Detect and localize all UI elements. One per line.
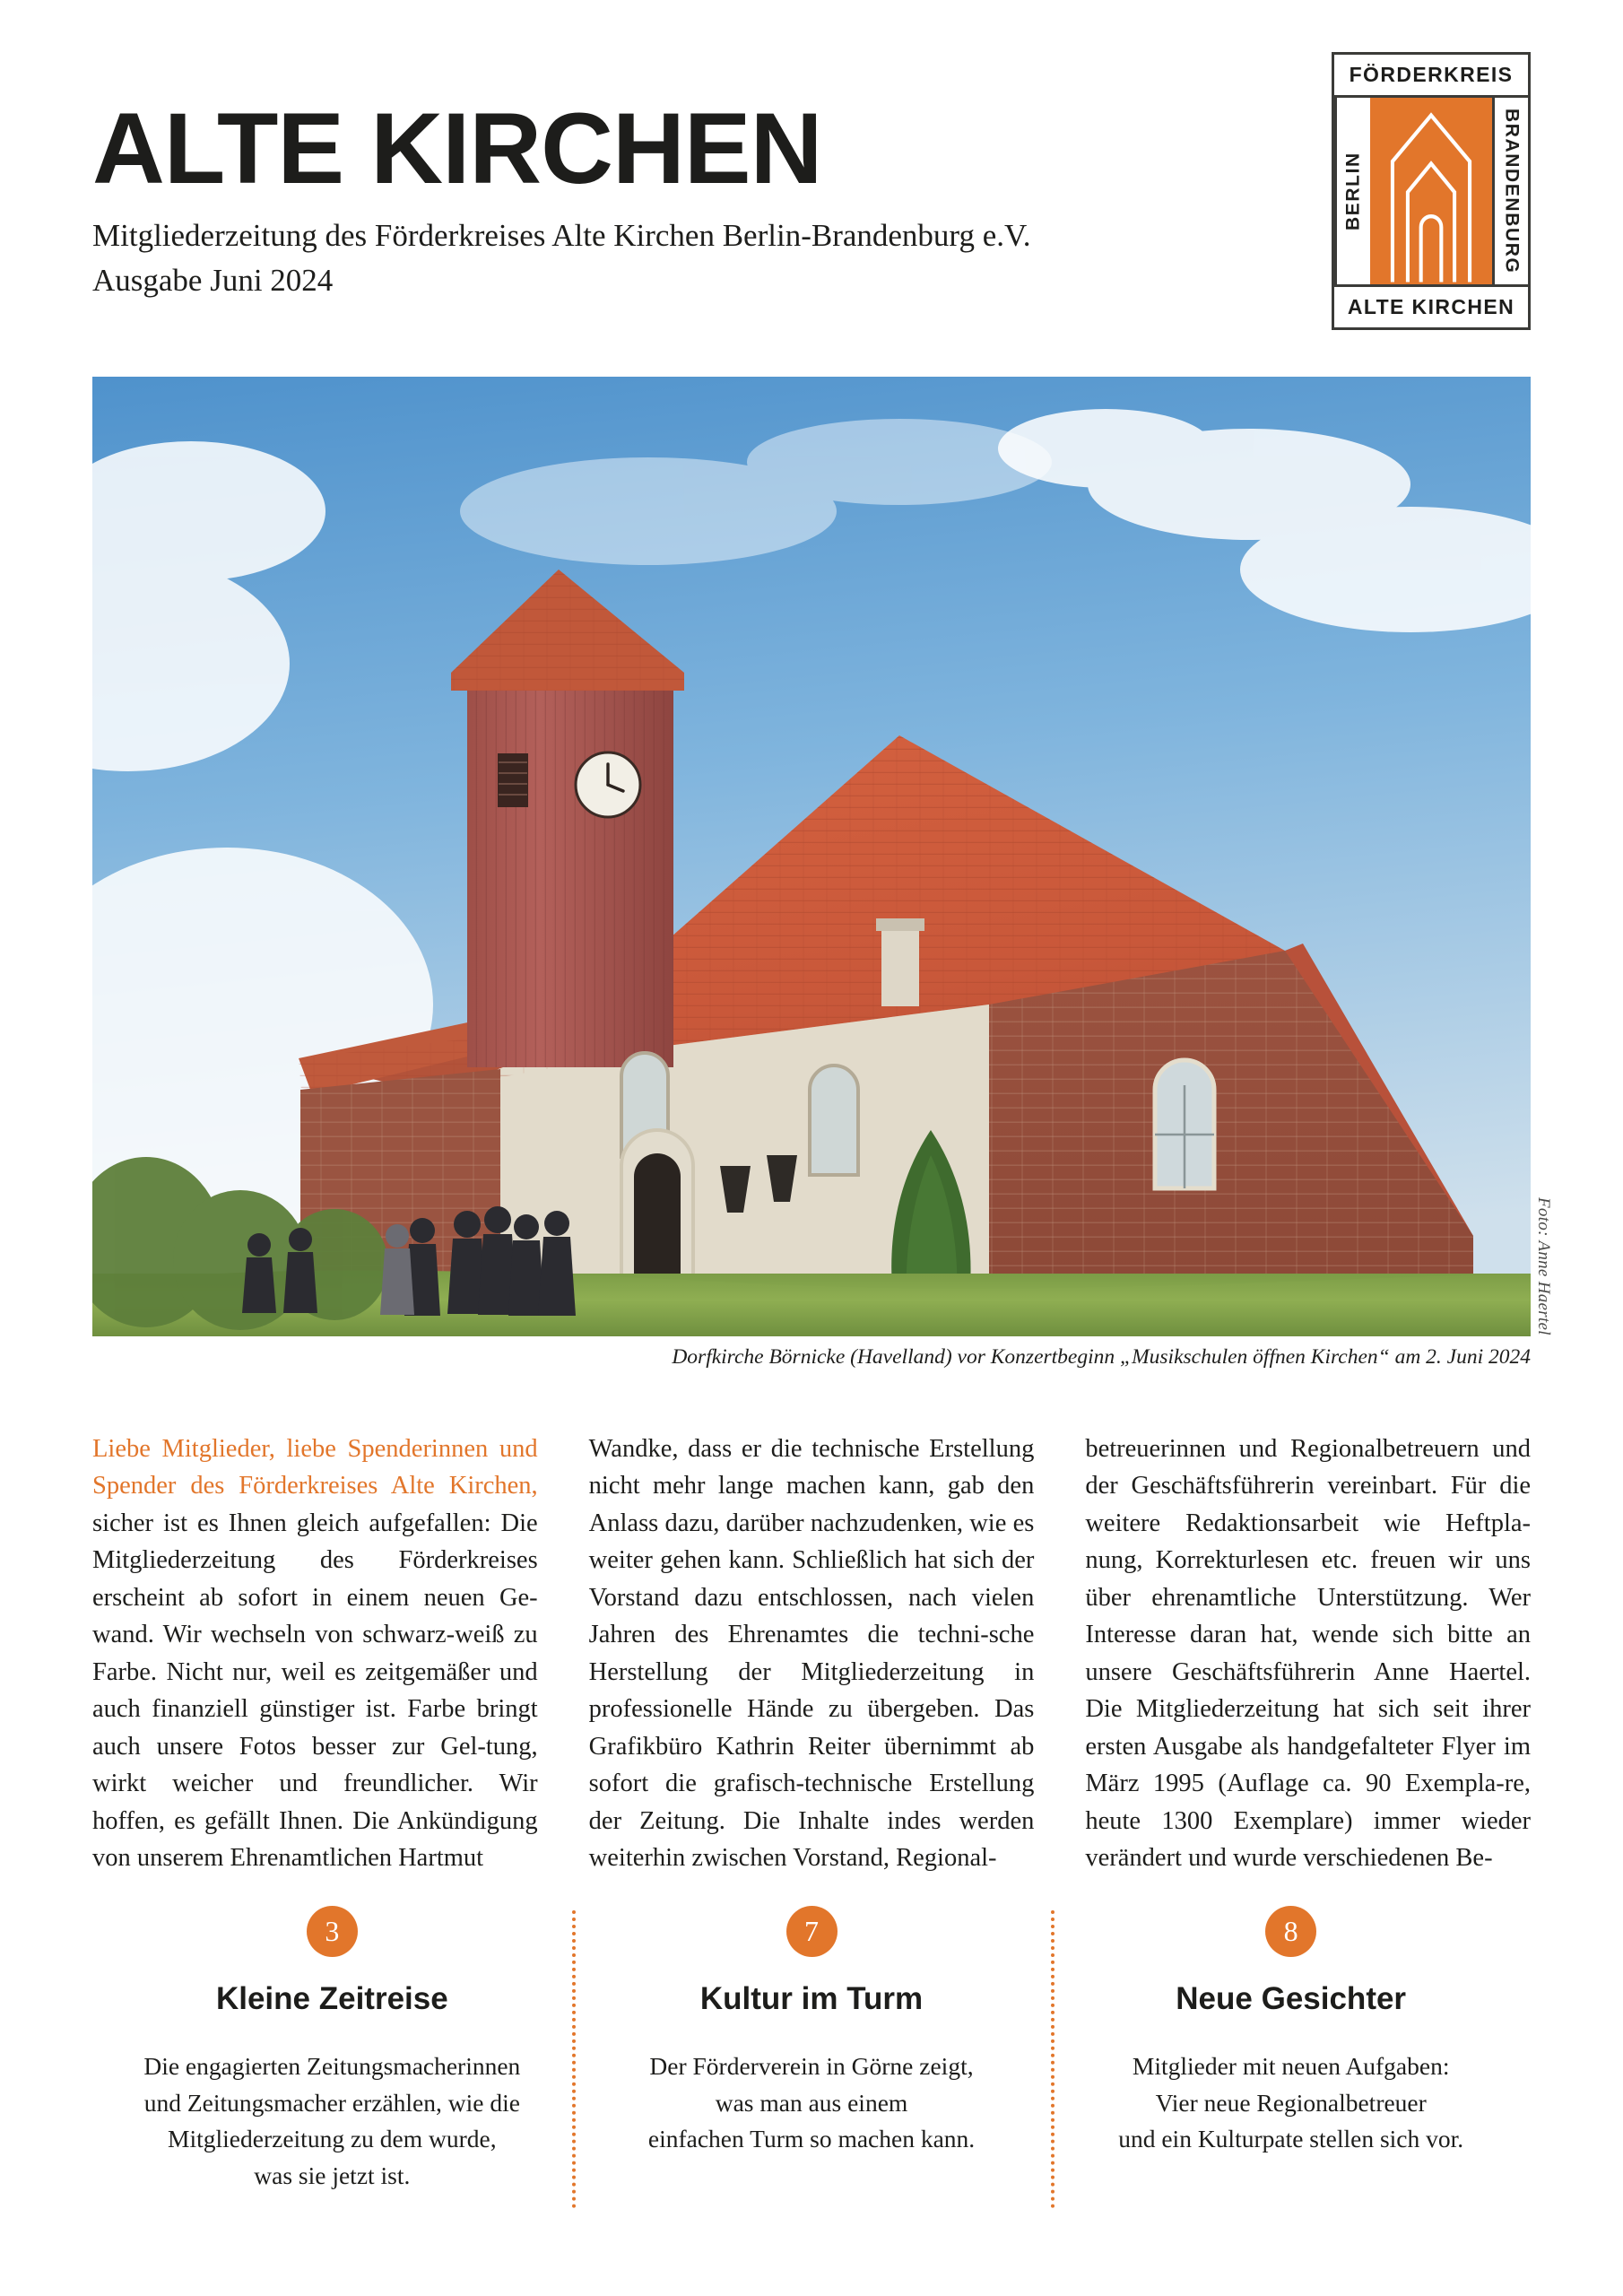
teaser-text xyxy=(599,2048,1025,2158)
teaser-neue-gesichter[interactable] xyxy=(1051,1906,1531,2195)
teaser-text-line: Mitglieder mit neuen Aufgaben: xyxy=(1132,2052,1450,2080)
logo-label-top: FÖRDERKREIS xyxy=(1334,55,1528,98)
teaser-page-badge: 7 xyxy=(786,1906,838,1957)
article-columns xyxy=(92,1431,1531,1876)
article-lead-in: Liebe Mitglieder, liebe Spenderinnen und Spender des Förderkreises Alte Kirchen, xyxy=(92,1435,538,1500)
hero-photo xyxy=(92,377,1531,1336)
teaser-text-line: und Zeitungsmacher erzählen, wie die xyxy=(143,2088,520,2117)
masthead-subtitle xyxy=(92,199,1204,302)
logo-label-berlin: BERLIN xyxy=(1334,98,1370,284)
teaser-text-line: was man aus einem xyxy=(715,2088,908,2117)
logo-label-brandenburg: BRANDENBURG xyxy=(1492,98,1528,284)
foerderkreis-logo xyxy=(1332,52,1531,330)
teaser-row xyxy=(92,1906,1531,2195)
teaser-text-line: einfachen Turm so machen kann. xyxy=(647,2125,976,2153)
article-column-1-body: sicher ist es Ihnen gleich aufgefallen: Die Mitgliederzeitung des Förderkreises erscheint ab sofort in einem neuen Ge-wand. Wir wechseln von schwarz-weiß zu Farbe. Nicht nur, weil es zeitgemäßer und auch finanziell günstiger ist. Farbe bringt auch unsere Fotos besser zur Gel-tung, wirkt weicher und freundlicher. Wir hoffen, es gefällt Ihnen. Die Ankündigung von unserem Ehrenamtlichen Hartmut xyxy=(92,1509,538,1872)
article-column-1 xyxy=(92,1431,538,1876)
teaser-kleine-zeitreise[interactable] xyxy=(92,1906,572,2195)
teaser-text xyxy=(1078,2048,1504,2158)
page-title: ALTE KIRCHEN xyxy=(92,92,822,204)
teaser-text-line: Vier neue Regionalbetreuer xyxy=(1155,2088,1427,2117)
article-column-2: Wandke, dass er die technische Erstellung nicht mehr lange machen kann, gab den Anlass dazu, darüber nachzudenken, wie es weiter gehen kann. Schließlich hat sich der Vorstand dazu entschlossen, nach vielen Jahren des Ehrenamtes die techni-sche Herstellung der Mitgliederzeitung in professionelle Hände zu übergeben. Das Grafikbüro Kathrin Reiter übernimmt ab sofort die grafisch-technische Erstellung der Zeitung. Die Inhalte indes werden weiterhin zwischen Vorstand, Regional- xyxy=(588,1435,1035,1872)
masthead-text-block xyxy=(92,52,1204,302)
photo-caption: Dorfkirche Börnicke (Havelland) vor Konzertbeginn „Musikschulen öffnen Kirchen“ am 2. Juni 2024 xyxy=(672,1345,1531,1369)
teaser-page-badge: 8 xyxy=(1265,1906,1316,1957)
teaser-text-line: Die engagierten Zeitungsmacherinnen xyxy=(143,2052,521,2080)
teaser-title: Neue Gesichter xyxy=(1176,1981,1407,2016)
logo-middle-row xyxy=(1334,98,1528,284)
teaser-text-line: Der Förderverein in Görne zeigt, xyxy=(649,2052,974,2080)
masthead xyxy=(92,52,1531,339)
teaser-text-line: und ein Kulturpate stellen sich vor. xyxy=(1118,2125,1464,2153)
teaser-title: Kultur im Turm xyxy=(699,1981,924,2016)
masthead-subtitle-line1: Mitgliederzeitung des Förderkreises Alte Kirchen Berlin-Brandenburg e.V. xyxy=(92,218,1031,253)
teaser-page-badge: 3 xyxy=(307,1906,358,1957)
teaser-kultur-im-turm[interactable] xyxy=(572,1906,1052,2195)
teaser-title: Kleine Zeitreise xyxy=(215,1981,448,2016)
teaser-text xyxy=(119,2048,545,2195)
teaser-text-line: Mitgliederzeitung zu dem wurde, xyxy=(168,2125,497,2153)
logo-label-bottom: ALTE KIRCHEN xyxy=(1334,284,1528,327)
article-column-3: betreuerinnen und Regionalbetreuern und der Geschäftsführerin vereinbart. Für die weitere Redaktionsarbeit wie Heftpla-nung, Korrekturlesen etc. freuen wir uns über ehrenamtliche Unterstützung. Wer Interesse daran hat, wende sich bitte an unsere Geschäftsführerin Anne Haertel. Die Mitgliederzeitung hat sich seit ihrer ersten Ausgabe als handgefalteter Flyer im März 1995 (Auflage ca. 90 Exempla-re, heute 1300 Exemplare) immer wieder verändert und wurde verschiedenen Be- xyxy=(1085,1435,1532,1872)
logo-church-emblem xyxy=(1370,98,1492,284)
photo-credit: Foto: Anne Haertel xyxy=(1534,1197,1553,1335)
teaser-text-line: was sie jetzt ist. xyxy=(254,2161,411,2190)
masthead-subtitle-line2: Ausgabe Juni 2024 xyxy=(92,262,334,298)
